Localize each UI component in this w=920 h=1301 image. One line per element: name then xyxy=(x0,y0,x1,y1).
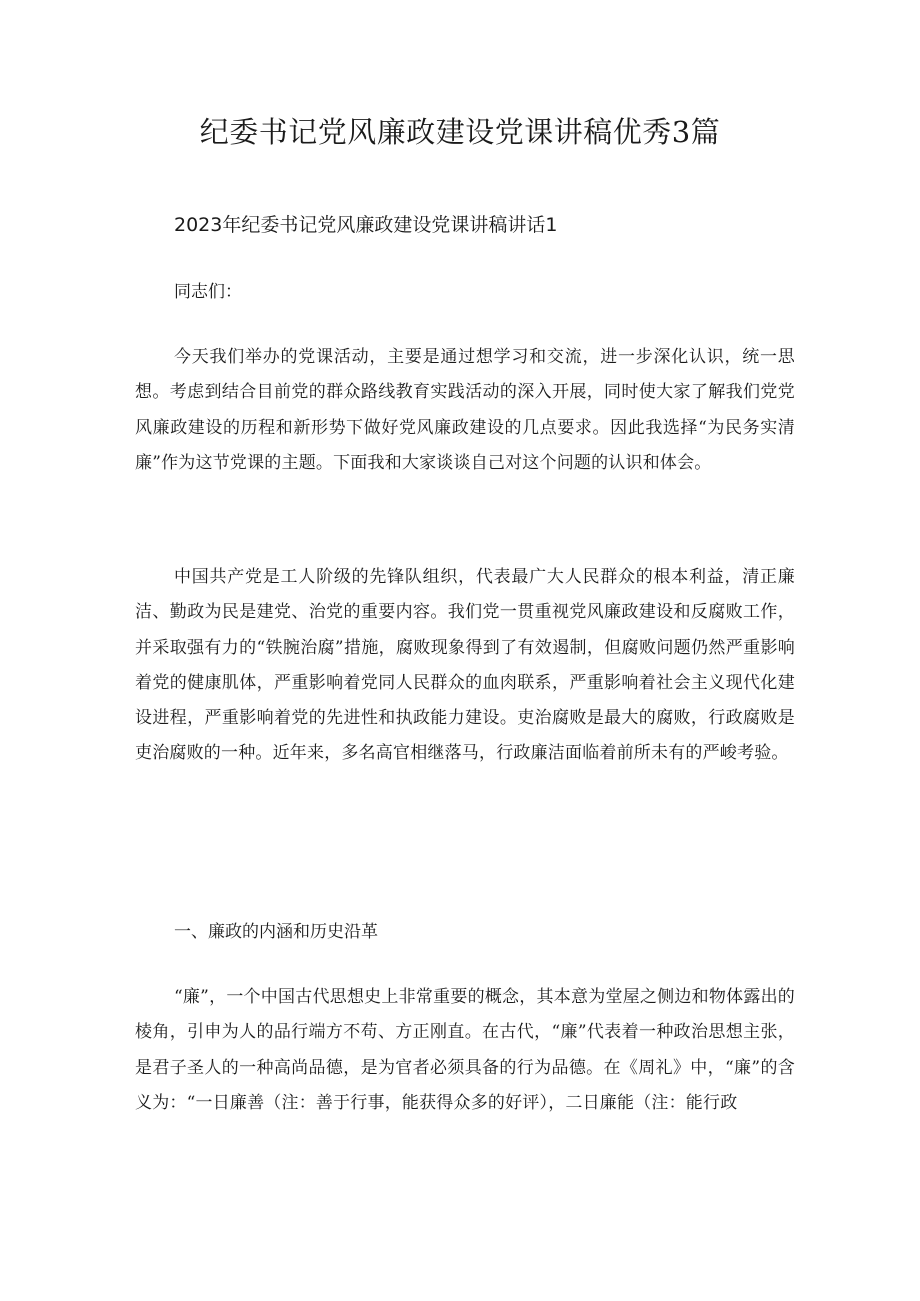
section-heading: 一、廉政的内涵和历史沿革 xyxy=(174,922,378,942)
salutation: 同志们： xyxy=(174,282,242,302)
paragraph-intro: 今天我们举办的党课活动，主要是通过想学习和交流，进一步深化认识，统一思想。考虑到结合目前党的群众路线教育实践活动的深入开展，同时使大家了解我们党党风廉政建设的历程和新形势下做好党风廉政建设的几点要求。因此我选择“为民务实清廉”作为这节党课的主题。下面我和大家谈谈自己对这个问题的认识和体会。 xyxy=(135,347,795,473)
document-title: 纪委书记党风廉政建设党课讲稿优秀3篇 xyxy=(199,115,721,149)
speech-subtitle: 2023年纪委书记党风廉政建设党课讲稿讲话1 xyxy=(174,214,558,236)
paragraph-section-one: “廉”，一个中国古代思想史上非常重要的概念，其本意为堂屋之侧边和物体露出的棱角，引申为人的品行端方不苟、方正刚直。在古代，“廉”代表着一种政治思想主张，是君子圣人的一种高尚品德，是为官者必须具备的行为品德。在《周礼》中，“廉”的含义为：“一日廉善（注：善于行事，能获得众多的好评），二日廉能（注：能行政 xyxy=(135,987,795,1113)
paragraph-party-background: 中国共产党是工人阶级的先锋队组织，代表最广大人民群众的根本利益，清正廉洁、勤政为民是建党、治党的重要内容。我们党一贯重视党风廉政建设和反腐败工作，并采取强有力的“铁腕治腐”措施，腐败现象得到了有效遏制，但腐败问题仍然严重影响着党的健康肌体，严重影响着党同人民群众的血肉联系，严重影响着社会主义现代化建设进程，严重影响着党的先进性和执政能力建设。吏治腐败是最大的腐败，行政腐败是吏治腐败的一种。近年来，多名高官相继落马，行政廉洁面临着前所未有的严峻考验。 xyxy=(135,567,795,764)
